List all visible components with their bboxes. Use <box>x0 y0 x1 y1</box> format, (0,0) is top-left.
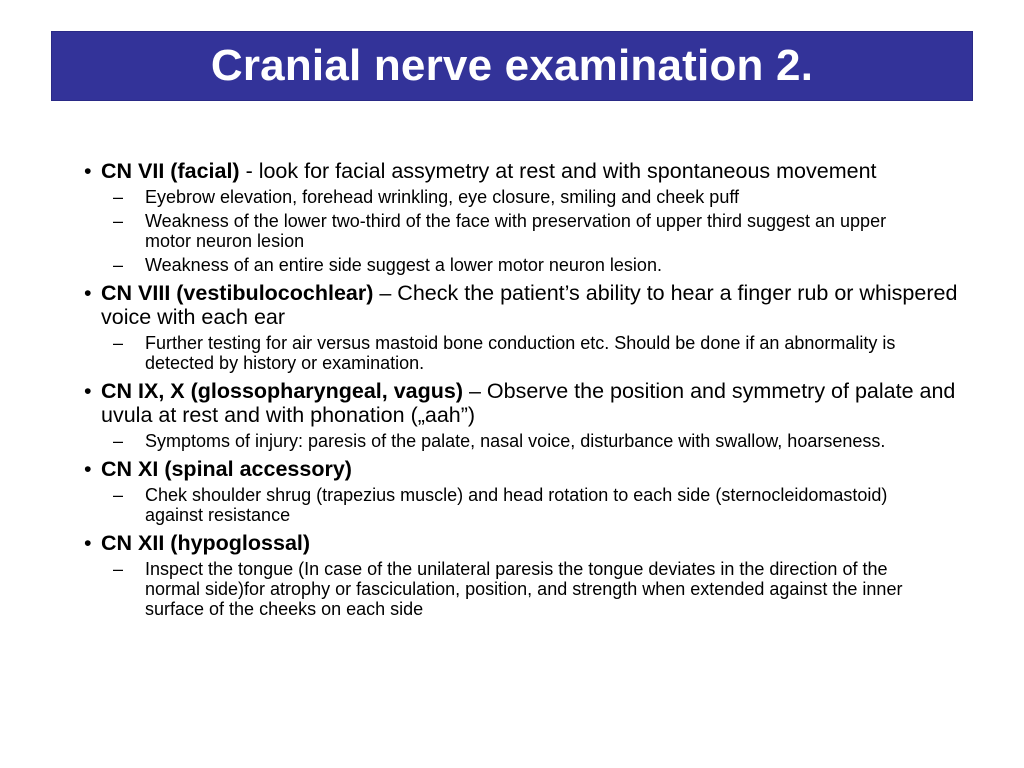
bullet-cn-xi <box>74 457 974 481</box>
dash-icon: – <box>113 485 124 505</box>
bullet-text <box>101 379 974 427</box>
sub-item-text: Eyebrow elevation, forehead wrinkling, eye closure, smiling and cheek puff <box>145 187 739 207</box>
bullet-icon: • <box>84 379 92 403</box>
bullet-icon: • <box>84 457 92 481</box>
bullet-text <box>101 531 974 555</box>
sub-item <box>113 255 935 275</box>
dash-icon: – <box>113 559 124 579</box>
slide-title: Cranial nerve examination 2. <box>210 41 814 90</box>
sub-item <box>113 559 935 619</box>
bullet-text <box>101 457 974 481</box>
sub-item-text: Inspect the tongue (In case of the unilateral paresis the tongue deviates in the direction of the normal side)for atrophy or fasciculation, position, and strength when extended against the inner surface of the cheeks on each side <box>145 559 903 619</box>
dash-icon: – <box>113 333 124 353</box>
sub-item <box>113 211 935 251</box>
bullet-cn-ix-x <box>74 379 974 427</box>
sub-item <box>113 431 935 451</box>
sub-item <box>113 187 935 207</box>
bullet-heading: CN VIII (vestibulocochlear) <box>101 281 374 305</box>
bullet-cn-vii <box>74 159 974 183</box>
bullet-cn-viii <box>74 281 974 329</box>
sub-item <box>113 485 935 525</box>
bullet-cn-xii <box>74 531 974 555</box>
sub-item-text: Weakness of an entire side suggest a lower motor neuron lesion. <box>145 255 662 275</box>
dash-icon: – <box>113 431 124 451</box>
dash-icon: – <box>113 187 124 207</box>
title-banner <box>51 31 973 101</box>
bullet-heading: CN IX, X (glossopharyngeal, vagus) <box>101 379 463 403</box>
dash-icon: – <box>113 211 124 231</box>
bullet-text <box>101 159 974 183</box>
bullet-description: - look for facial assymetry at rest and with spontaneous movement <box>239 159 877 183</box>
slide-content <box>74 159 974 619</box>
dash-icon: – <box>113 255 124 275</box>
bullet-heading: CN XII (hypoglossal) <box>101 531 311 555</box>
bullet-icon: • <box>84 281 92 305</box>
sub-item-text: Symptoms of injury: paresis of the palate, nasal voice, disturbance with swallow, hoarseness. <box>145 431 886 451</box>
sub-item-text: Chek shoulder shrug (trapezius muscle) and head rotation to each side (sternocleidomastoid) against resistance <box>145 485 888 525</box>
bullet-icon: • <box>84 531 92 555</box>
bullet-text <box>101 281 974 329</box>
bullet-heading: CN VII (facial) <box>101 159 240 183</box>
sub-item-text: Weakness of the lower two-third of the face with preservation of upper third suggest an upper motor neuron lesion <box>145 211 887 251</box>
bullet-description: – Observe the position and symmetry of palate and uvula at rest and with phonation („aah”) <box>101 379 956 427</box>
bullet-description: – Check the patient’s ability to hear a finger rub or whispered voice with each ear <box>101 281 958 329</box>
bullet-icon: • <box>84 159 92 183</box>
sub-item <box>113 333 935 373</box>
bullet-heading: CN XI (spinal accessory) <box>101 457 352 481</box>
sub-item-text: Further testing for air versus mastoid bone conduction etc. Should be done if an abnormality is detected by history or examination. <box>145 333 896 373</box>
